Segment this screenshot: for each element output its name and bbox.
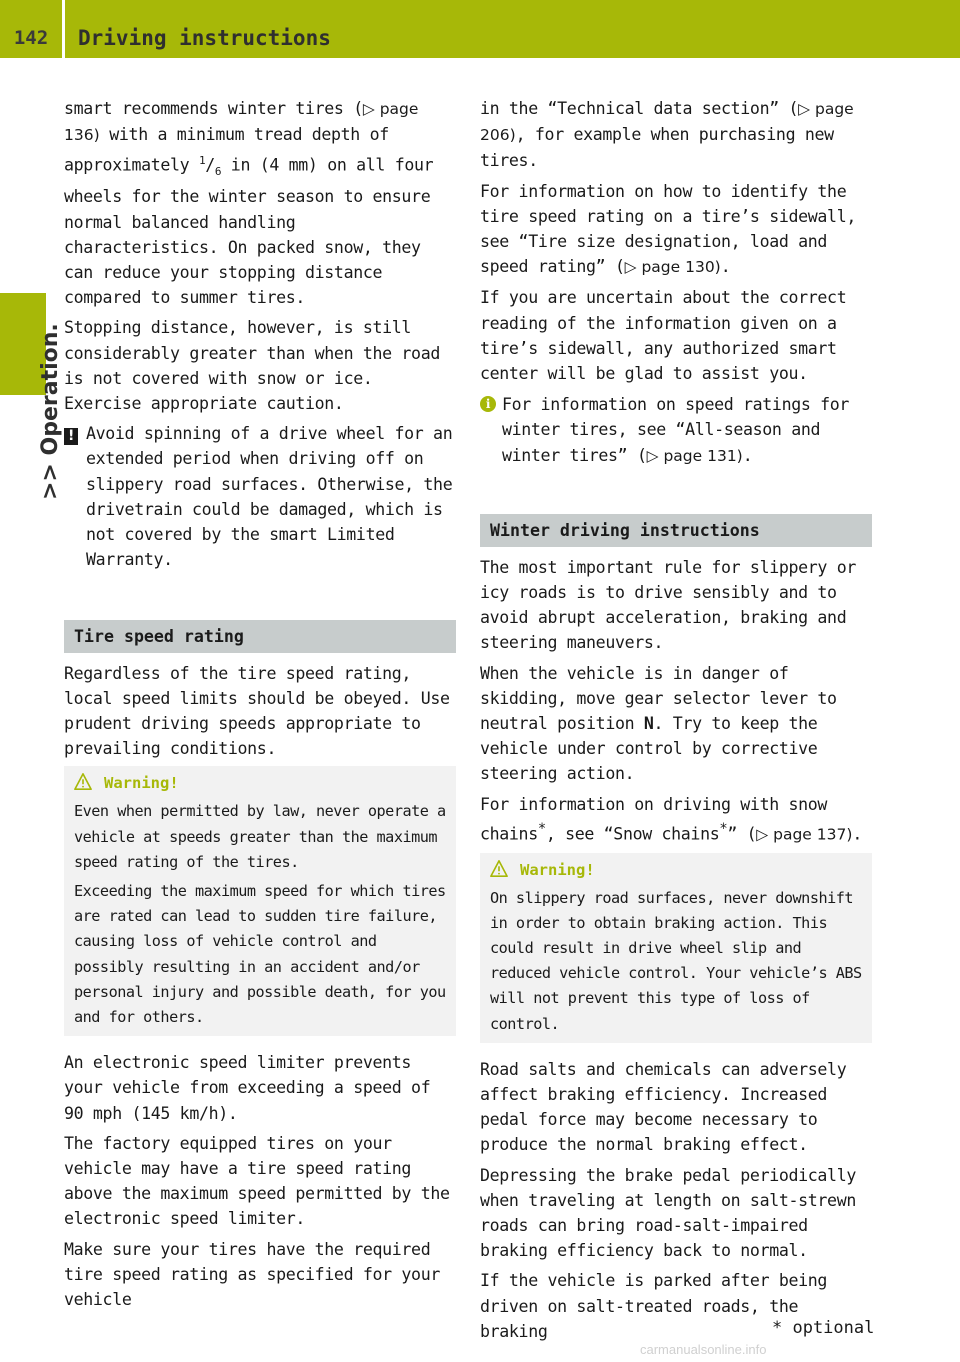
page-ref-arrow: ▷ [624,258,637,277]
page-ref[interactable]: page 137) [768,825,853,844]
footnote-optional: * optional [772,1318,875,1338]
paragraph-winter-tires: smart recommends winter tires (▷ page 136) with a minimum tread depth of approximately $^1/_6$ in (4 mm) on all four wheels for the winter season to ensure normal balanced handling characteristics. On packed snow, they can reduce your stopping distance compared to summer tires. [64,99,434,308]
page-ref[interactable]: page 131) [658,446,743,465]
paragraph-speed-limiter: An electronic speed limiter prevents your vehicle from exceeding a speed of 90 mph (145 km/h). [64,1053,431,1123]
right-column [480,96,875,1349]
chapter-title: Driving instructions [78,26,331,50]
paragraph-snow-chains: For information on driving with snow chains*, see “Snow chains*” (▷ page 137). [480,794,863,844]
warning-triangle-icon [74,773,92,791]
paragraph-brake-pedal: Depressing the brake pedal periodically when traveling at length on salt-strewn roads can bring road-salt-impaired braking efficiency back to normal. [480,1165,856,1261]
section-heading-tire-speed-rating: Tire speed rating [64,620,456,653]
warning-title: Warning! [490,859,864,881]
warning-box [480,853,872,1043]
page-ref-arrow: ▷ [756,825,769,844]
info-note: i For information on speed ratings for winter tires, see “All-season and winter tires” (▷ page 131). [480,392,872,469]
paragraph-factory-tires: The factory equipped tires on your vehicle may have a tire speed rating above the maximum speed permitted by the electronic speed limiter. [64,1133,450,1229]
page-ref[interactable]: page 130) [636,258,721,277]
paragraph-required-rating: Make sure your tires have the required tire speed rating as specified for your vehicle [64,1239,440,1309]
caution-note [64,421,456,572]
left-column [64,96,456,1317]
warning-title: Warning! [74,772,448,794]
paragraph-road-salts: Road salts and chemicals can adversely affect braking efficiency. Increased pedal force may become necessary to produce the normal braking effect. [480,1059,847,1155]
paragraph-stopping-distance: Stopping distance, however, is still considerably greater than when the road is not covered with snow or ice. Exercise appropriate caution. [64,318,440,414]
page-header [0,0,960,58]
warning-text: Exceeding the maximum speed for which tires are rated can lead to sudden tire failure, causing loss of vehicle control and possibly resulting in an accident and/or personal injury and possible death, for you and for others. [74,881,446,1026]
exclamation-icon: ! [64,428,78,445]
page-ref-arrow: ▷ [362,100,375,118]
paragraph-uncertain: If you are uncertain about the correct reading of the information given on a tire’s sidewall, any authorized smart center will be glad to assist you. [480,288,847,384]
paragraph-important-rule: The most important rule for slippery or icy roads is to drive sensibly and to avoid abrupt acceleration, braking and steering maneuvers. [480,557,856,653]
section-heading-winter-driving: Winter driving instructions [480,514,872,547]
info-icon: i [480,396,496,412]
warning-triangle-icon [490,860,508,878]
paragraph-technical-data: in the “Technical data section” (▷ page 206), for example when purchasing new tires. [480,99,854,171]
header-divider [62,0,65,58]
caution-note-text: Avoid spinning of a drive wheel for an extended period when driving off on slippery road surfaces. Otherwise, the drivetrain could be damaged, which is not covered by the smart Limited Warranty. [86,424,453,570]
watermark: carmanualsonline.info [640,1342,767,1357]
warning-box [64,766,456,1036]
page-ref[interactable]: page 206) [480,100,854,145]
section-side-label: >> Operation. [38,323,63,500]
paragraph-speed-limits: Regardless of the tire speed rating, local speed limits should be obeyed. Use prudent driving speeds appropriate to prevailing conditions. [64,663,450,759]
page-ref-arrow: ▷ [798,100,811,118]
page-ref[interactable]: page 136) [64,100,419,145]
warning-text: On slippery road surfaces, never downshift in order to obtain braking action. This could result in drive wheel slip and reduced vehicle control. Your vehicle’s ABS will not prevent this type of loss of control. [490,888,862,1033]
warning-text: Even when permitted by law, never operate a vehicle at speeds greater than the maximum speed rating of the tires. [74,802,446,871]
paragraph-identify-rating: For information on how to identify the tire speed rating on a tire’s sidewall, see “Tire size designation, load and speed rating” (▷ page 130). [480,181,856,277]
paragraph-parked: If the vehicle is parked after being driven on salt-treated roads, the braking [480,1271,828,1341]
page-ref-arrow: ▷ [646,446,659,465]
page-number: 142 [13,27,49,49]
paragraph-skidding: When the vehicle is in danger of skidding, move gear selector lever to neutral position N. Try to keep the vehicle under control by corrective steering action. [480,663,837,784]
